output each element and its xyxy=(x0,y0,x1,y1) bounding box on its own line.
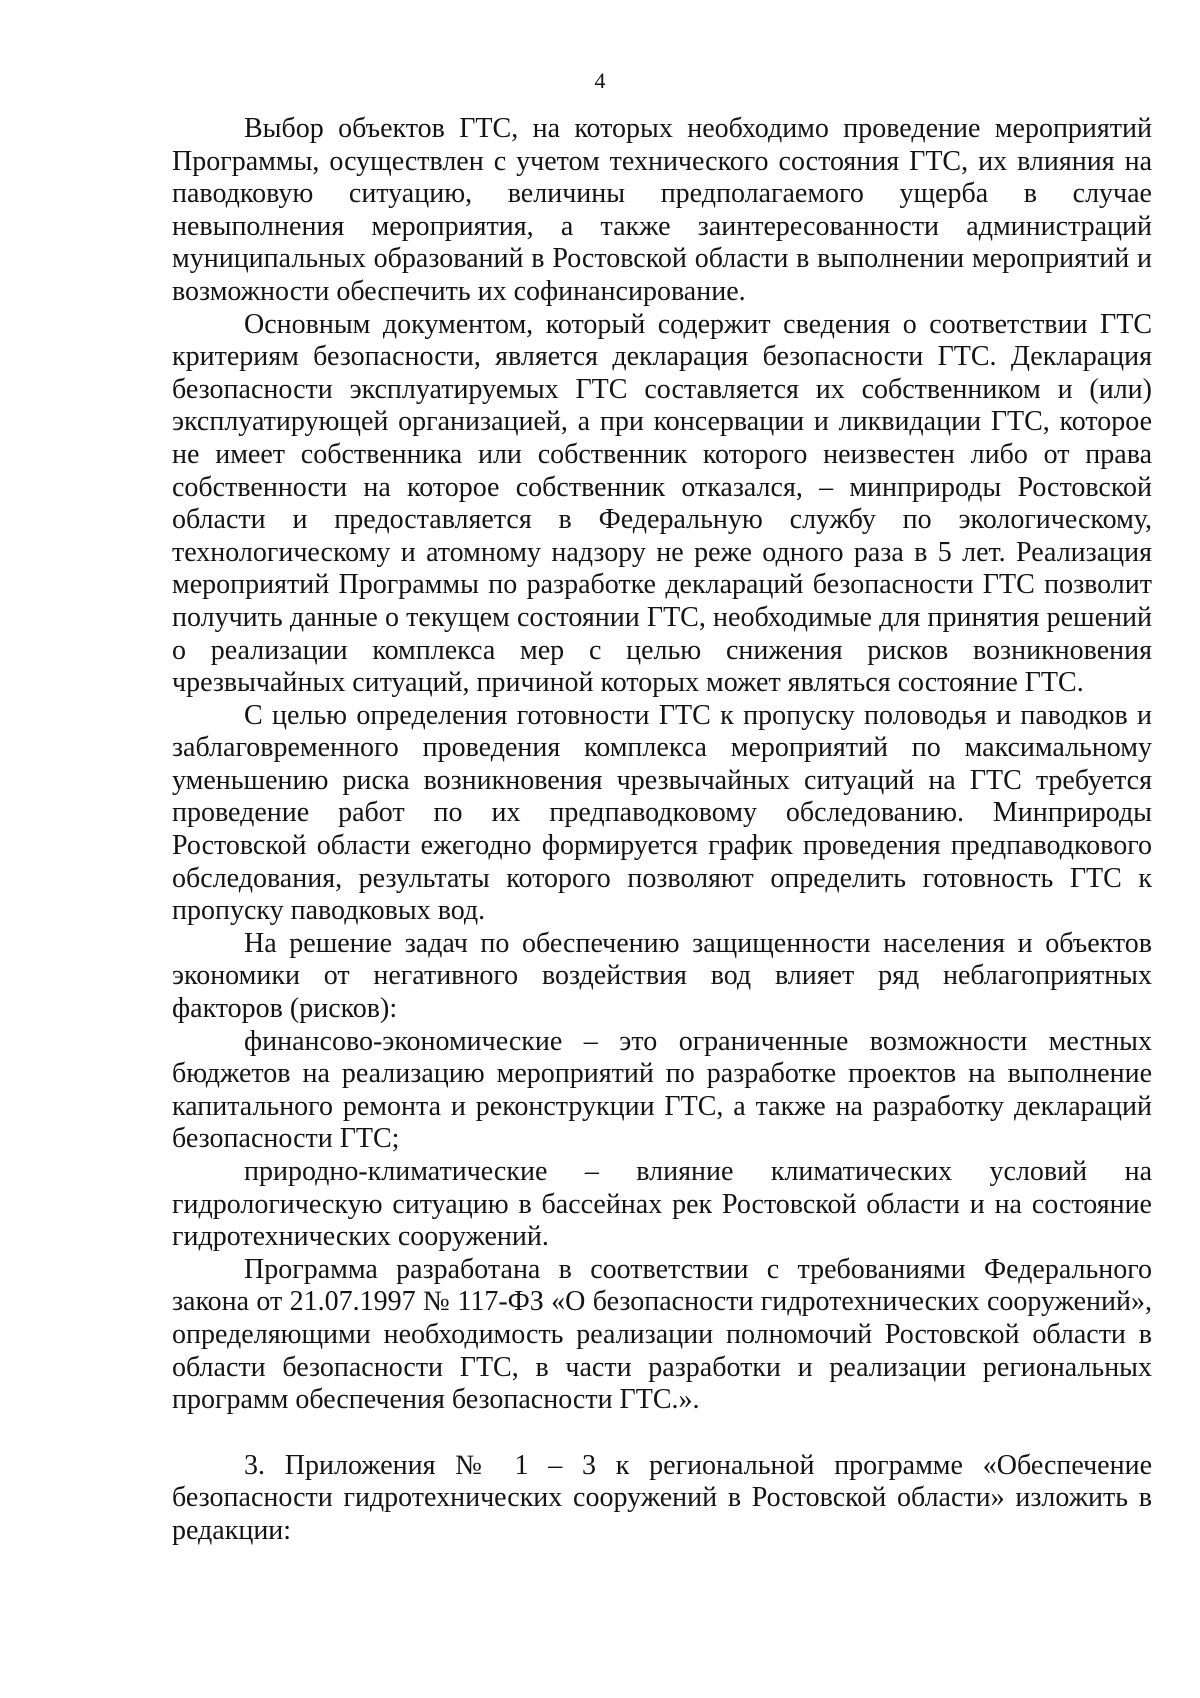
paragraph-safety-declaration: Основным документом, который содержит сведения о соответствии ГТС критериям безопасности, является декларация безопасности ГТС. Декларация безопасности эксплуатируемых ГТС составляется их собственником и (или) эксплуатирующей организацией, а при консервации и ликвидации ГТС, которое не имеет собственника или собственник которого неизвестен либо от права собственности на которое собственник отказался, – минприроды Ростовской области и предоставляется в Федеральную службу по экологическому, технологическому и атомному надзору не реже одного раза в 5 лет. Реализация мероприятий Программы по разработке деклараций безопасности ГТС позволит получить данные о текущем состоянии ГТС, необходимые для принятия решений о реализации комплекса мер с целью снижения рисков возникновения чрезвычайных ситуаций, причиной которых может являться состояние ГТС. xyxy=(172,308,1152,699)
paragraph-object-selection: Выбор объектов ГТС, на которых необходимо проведение мероприятий Программы, осуществлен с учетом технического состояния ГТС, их влияния на паводковую ситуацию, величины предполагаемого ущерба в случае невыполнения мероприятия, а также заинтересованности администраций муниципальных образований в Ростовской области в выполнении мероприятий и возможности обеспечить их софинансирование. xyxy=(172,113,1152,307)
page-number: 4 xyxy=(594,68,606,93)
paragraph-spacer xyxy=(172,1417,1152,1450)
paragraph-legal-basis: Программа разработана в соответствии с требованиями Федерального закона от 21.07.1997 № 117-ФЗ «О безопасности гидротехнических сооружений», определяющими необходимость реализации полномочий Ростовской области в области безопасности ГТС, в части разработки и реализации региональных программ обеспечения безопасности ГТС.». xyxy=(172,1253,1152,1416)
paragraph-appendix-amendment: 3. Приложения № 1 – 3 к региональной программе «Обеспечение безопасности гидротехнических сооружений в Ростовской области» изложить в редакции: xyxy=(172,1449,1152,1546)
paragraph-climate-risks: природно-климатические – влияние климатических условий на гидрологическую ситуацию в бассейнах рек Ростовской области и на состояние гидротехнических сооружений. xyxy=(172,1156,1152,1253)
body-text xyxy=(172,113,1152,1548)
paragraph-financial-risks: финансово-экономические – это ограниченные возможности местных бюджетов на реализацию мероприятий по разработке проектов на выполнение капитального ремонта и реконструкции ГТС, а также на разработку деклараций безопасности ГТС; xyxy=(172,1025,1152,1155)
paragraph-risk-factors-intro: На решение задач по обеспечению защищенности населения и объектов экономики от негативного воздействия вод влияет ряд неблагоприятных факторов (рисков): xyxy=(172,927,1152,1025)
paragraph-flood-readiness: С целью определения готовности ГТС к пропуску половодья и паводков и заблаговременного проведения комплекса мероприятий по максимальному уменьшению риска возникновения чрезвычайных ситуаций на ГТС требуется проведение работ по их предпаводковому обследованию. Минприроды Ростовской области ежегодно формируется график проведения предпаводкового обследования, результаты которого позволяют определить готовность ГТС к пропуску паводковых вод. xyxy=(172,699,1152,927)
